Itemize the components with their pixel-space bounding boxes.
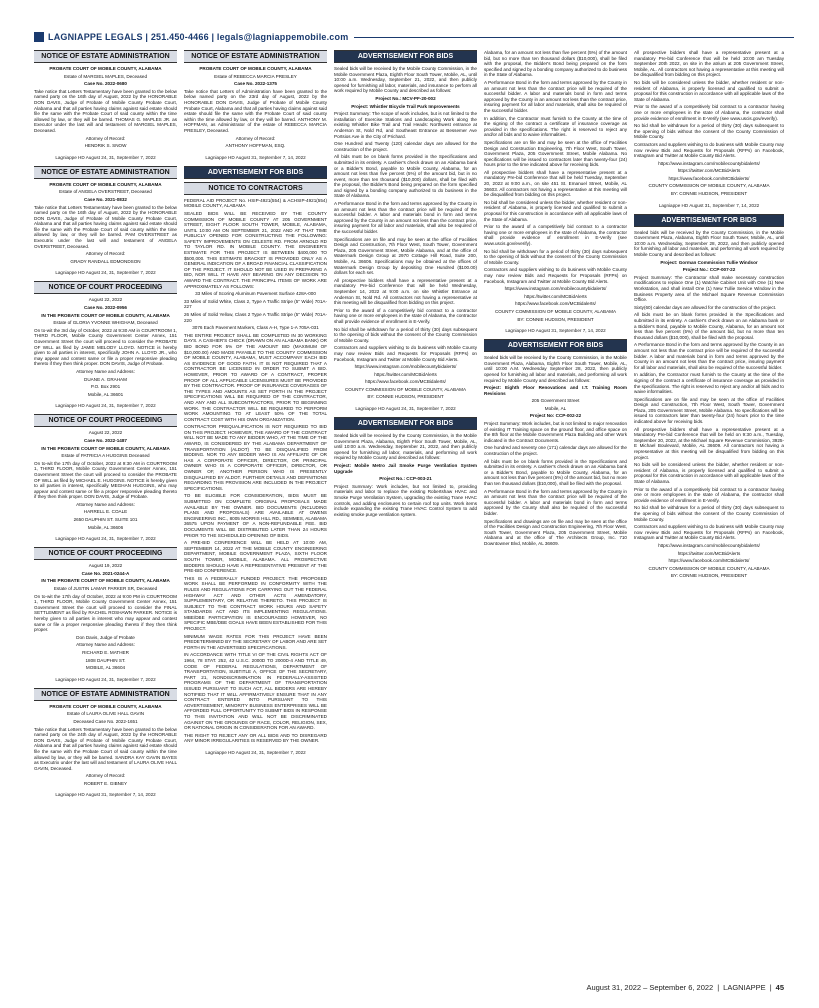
notice-paragraph: THIS IS A FEDERALLY FUNDED PROJECT. THE PROPOSED WORK SHALL BE PERFORMED IN CONFORMITY WITH THE RULES AND REGULATIONS FOR CARRYING OUT THE FEDERAL HIGHWAY ACT AND OTHER ACTS AMENDATORY, SUPPLEMENTARY, OR RELATIVE THERETO. THIS PROJECT IS SUBJECT TO THE CONTRACT WORK HOURS AND SAFETY STANDARDS ACT AND ITS IMPLEMENTING REGULATIONS. MBE/DBE PARTICIPATION IS ENCOURAGED HOWEVER, NO SPECIFIC MBE/DBE GOALS HAVE BEEN ESTABLISHED FOR THIS PROJECT.: [184, 575, 327, 632]
notice-paragraph: Project: Whistler Bicycle Trail Park Improvements: [351, 103, 460, 109]
notice-paragraph: IN THE PROBATE COURT OF MOBILE COUNTY, ALABAMA: [41, 312, 170, 318]
section-heading: NOTICE OF ESTATE ADMINISTRATION: [34, 166, 177, 179]
notice-paragraph: Attorney of Record:: [85, 251, 126, 257]
notice-court-parker: [34, 563, 177, 671]
notice-paragraph: Attorney Name and Address:: [76, 368, 135, 374]
column-2: [184, 50, 327, 968]
notice-paragraph: IN THE PROBATE COURT OF MOBILE COUNTY, ALABAMA: [41, 445, 170, 451]
publication-credit: Lagniappe HD August 24, 31, September 7, 2022: [55, 536, 156, 542]
notice-contractors-body: [184, 198, 327, 744]
notice-paragraph: Estate of ANGELA OVERSTREET, Deceased: [59, 189, 152, 195]
notice-paragraph: A Performance Bond in the form and terms approved by the County in an amount not less than the contract price will be required of the successful bidder. A labor and materials bond in form and terms approved by the County in an amount not less than the contract price, insuring payment for all labor and materials, shall also be required of the successful bidder.: [634, 342, 784, 370]
notice-paragraph: On to-wit the 17th day of October, 2022 at 9:00 PM in COURTROOM 1, THIRD FLOOR, Mobile County Government Center Annex, 151 Government Street the court will proceed to consider the FINAL SETTLEMENT as filed by RACHEL ROSHAWN PARKER. NOTICE is hereby given to all parties in interest who may appear and contest same or file a proper responsive pleading thereto if they then think proper.: [34, 593, 177, 633]
section-subheading: NOTICE TO CONTRACTORS: [184, 182, 327, 195]
section-heading: NOTICE OF ESTATE ADMINISTRATION: [34, 688, 177, 701]
notice-paragraph: https://www.facebook.com/MCBidalerts/: [515, 301, 596, 307]
notice-paragraph: TO BE ELIGIBLE FOR CONSIDERATION, BIDS MUST BE SUBMITTED ON COMPLETE ORIGINAL PROPOSALS MADE AVAILABLE BY THE OWNER. BID DOCUMENTS (INCLUDING PLANS AND PROPOSALS) ARE AVAILABLE AT OWENS ENGINEERING INC., 8005 MORRIS HILL RD., SEMMES, ALABAMA 36575 UPON PAYMENT OF A NON-REFUNDABLE FEE. BID DOCUMENTS WILL BE DISTRIBUTED LATER THAN 24 HOURS PRIOR TO THE SCHEDULED OPENING OF BIDS.: [184, 493, 327, 538]
bid-eighth-floor: [484, 355, 627, 546]
page-header: [34, 30, 794, 44]
notice-paragraph: Contractors and suppliers wishing to do business with Mobile County may now review Bids and Requests for Proposals (RFPs) on Facebook, Instagram and Twitter at Mobile County Bid Alerts.: [334, 345, 477, 362]
notice-paragraph: Project Summary: Work includes, but is not limited to major renovation of existing IT Training space on the ground floor, and office space on the 8th floor at the Mobile Government Plaza Building and other Work indicated in the Contract Documents.: [484, 421, 627, 443]
footer-dates: August 31, 2022 – September 6, 2022: [586, 982, 714, 992]
section-heading: NOTICE OF COURT PROCEEDING: [34, 414, 177, 427]
notice-paragraph: Estate of GLORIA YVONNE WHIGHAM, Deceased: [53, 320, 158, 326]
bid-whistler-trail: [334, 66, 477, 400]
notice-paragraph: BY: CONNIE HUDSON, PRESIDENT: [517, 316, 594, 322]
notice-paragraph: Attorney of Record:: [85, 773, 126, 779]
notice-paragraph: Prior to the award of a competitively bid contract to a contractor having one or more employees in the state of Alabama, the contractor shall provide evidence of enrollment in E-Verify (see www.uscis.gov/everify).: [484, 224, 627, 246]
notice-paragraph: https://www.facebook.com/MCBidalerts/: [668, 175, 750, 181]
notice-paragraph: BY: CONNIE HUDSON, PRESIDENT: [670, 573, 748, 579]
notice-paragraph: Contractors and suppliers wishing to do business with Mobile County may now review Bids and Requests for Proposals (RFPs) on Facebook, Instagram and Twitter at Mobile County Bid Alerts.: [634, 141, 784, 159]
notice-court-whigham: [34, 297, 177, 397]
notice-paragraph: Take notice that Letters Testamentary have been granted to the below named party on the 16th day of August, 2022 by the HONORABLE DON DAVIS, Judge of Probate of Mobile County Probate Court, Alabama and that all parties having claims against said estate should file the same with the Probate Court of said county within the time allowed by law, or they will be barred. PAM OVERSTREET as Executrix under the last will and testament of ANGELA OVERSTREET, Deceased.: [34, 204, 177, 249]
notice-paragraph: All bids must be on blank forms provided in the Specifications and submitted in its entirety. A cashier's check drawn on an Alabama bank or a Bidder's Bond, payable to Mobile County, Alabama, for an amount not less than five percent (5%) of the amount bid, but no more than ten thousand dollars ($10,000), shall be filed with the proposal.: [634, 312, 784, 340]
notice-paragraph: HENDRIK S. SNOW: [84, 143, 127, 149]
notice-paragraph: All prospective bidders shall have a representative present at a Mandatory Pre-bid Conference that will be held on 9:30 a.m., Tuesday, September 20, 2022, at the Michael Square Revenue Commission, 3925-E Michael Boulevard, Mobile, AL 36609. All contractors not having a representative at this meeting will be disqualified from bidding on this project.: [634, 426, 784, 460]
column-4: [484, 50, 627, 968]
notice-paragraph: Sealed bids will be received by the County Commission, in the Mobile Government Plaza, Alabama, Eighth Floor South Tower, Mobile, AL, until 10:00 a.m. Wednesday, September 21, 2022, and then publicly opened for furnishing all labor, materials, and performing all work required by Mobile County and described as follows:: [334, 433, 477, 461]
notice-paragraph: Project No.: MCV-PF-20-002: [375, 95, 436, 101]
publication-credit: Lagniappe HD August 24, 31, September 7, 2022: [55, 676, 156, 682]
notice-paragraph: One hundred and seventy one (171) calendar days are allowed for the construction of the project.: [484, 445, 627, 457]
notice-estate-overstreet: [34, 182, 177, 265]
notice-paragraph: Sixty(60) calendar days are allowed for the construction of the project.: [634, 304, 777, 310]
publication-credit: Lagniappe HD August 24, 31, September 7, 2022: [55, 270, 156, 276]
notice-paragraph: Prior to the award of a competitively bid contract to a contractor having one or more employees in the state of Alabama, the contractor shall provide evidence of enrollment in E-Verify.: [334, 307, 477, 324]
notice-paragraph: A Performance Bond in the form and terms approved by the County in an amount not less than the contract price will be required of the successful bidder. A labor and materials bond in form and terms approved by the County in an amount not less than the contract price, insuring payment for all labor and materials, shall also be required of the successful bidder.: [484, 79, 627, 113]
notice-paragraph: All prospective bidders shall have a representative present at a mandatory Pre-bid Conference that will be held Wednesday, September 14, 2022 at 9:00 a.m. on site Whistler Entrance at Anderson St, Nold Rd. All contractors not having a representative at this meeting will be disqualified from bidding on this project.: [334, 277, 477, 306]
notice-paragraph: Mobile, AL 36606: [87, 524, 124, 530]
notice-paragraph: 2650 DAUPHIN ST. SUITE 101: [73, 517, 138, 523]
notice-paragraph: A Performance Bond in the form and terms approved by the County in an amount not less than the contract price will be required of the successful bidder. A labor and materials bond in form and terms approved by the County in an amount not less than the contract price, insuring payment for all labor and materials, shall also be required of the successful bidder.: [334, 201, 477, 235]
header-rule: [354, 37, 794, 38]
notice-paragraph: PROBATE COURT OF MOBILE COUNTY, ALABAMA: [199, 66, 312, 71]
notice-paragraph: August 22, 2022: [88, 297, 123, 303]
section-heading: NOTICE OF COURT PROCEEDING: [34, 281, 177, 294]
notice-paragraph: Specifications are on file and may be seen at the office of Facilities Design and Construction, 7th Floor West, South Tower, Government Plaza, 205 Government Street, Mobile Alabama. No specifications will be issued to contractors later than twenty-four (24) hours prior to the time indicated above for receiving bids.: [634, 396, 784, 425]
notice-paragraph: No bid shall be withdrawn for a period of thirty (30) days subsequent to the opening of bids without the consent of the County Commission of Mobile County.: [634, 123, 784, 140]
notice-paragraph: In addition, the Contractor must furnish to the County at the time of the signing of the contract a certificate of insurance coverage as provided in the specifications. The right is reserved to reject any and/or all bids and to waive informalities.: [634, 372, 784, 395]
page-number: 45: [775, 982, 784, 992]
notice-paragraph: One Hundred and Twenty (120) calendar days are allowed for the construction of the project.: [334, 141, 477, 152]
notice-paragraph: PROBATE COURT OF MOBILE COUNTY, ALABAMA: [49, 703, 162, 709]
notice-estate-maples: [34, 66, 177, 149]
notice-paragraph: Specifications are on file and may be seen at the office of Facilities Design and Construction Engineering, 7th Floor West, South Tower, Government Plaza, 205 Government Street, Mobile Alabama. No specifications will be issued to contractors later than twenty-four (24) hours prior to the time indicated above for receiving bids.: [484, 139, 627, 168]
notice-paragraph: Prior to the award of a competitively bid contract to a contractor having one or more employees in the state of Alabama, the contractor shall provide evidence of enrollment in E-Verify.: [634, 486, 784, 503]
notice-paragraph: Case No. 2022-0680: [84, 81, 127, 87]
notice-paragraph: Attorney Name and Address:: [76, 642, 135, 648]
notice-paragraph: 1808 DAUPHIN ST.: [85, 657, 126, 663]
notice-paragraph: 205 Government Street: [531, 398, 580, 404]
notice-paragraph: Sealed bids will be received by the Mobile County Commission, in the Mobile Government Plaza, Eighth Floor South Tower, Mobile, AL, until 10:00 a.m. Wednesday, September 21, 2022, and then publicly opened for furnishing all labor, materials, and insurance to perform all work required by Mobile County and described as follows:: [334, 66, 477, 94]
notice-paragraph: Sealed bids will be received by the County Commission, in the Mobile Government Plaza, Alabama, Eighth Floor South Tower, Mobile, AL, until 10:00 a.m. Wednesday, September 28, 2022, and then publicly opened for furnishing all labor and materials, and performing all work required by Mobile County and described as follows:: [634, 229, 784, 258]
notice-paragraph: Project: Mobile Metro Jail Smoke Purge Ventilation System Upgrade: [334, 463, 477, 474]
notice-paragraph: COUNTY COMMISSION OF MOBILE COUNTY, ALABAMA: [344, 386, 467, 392]
section-heading: ADVERTISEMENT FOR BIDS: [634, 214, 784, 227]
notice-paragraph: GRADY RANDALL EDMONDSON: [70, 258, 141, 264]
notice-paragraph: Project No: CCP-002-22: [529, 413, 582, 419]
notice-paragraph: IN ACCORDANCE WITH TITLE VI OF THE CIVIL RIGHTS ACT OF 1964, 78 STAT. 252, 42 U.S.C. 2000D TO 2000D-4 AND TITLE 49, CODE OF FEDERAL REGULATIONS, DEPARTMENT OF TRANSPORTATION, SUBTITLE A, OFFICE OF THE SECRETARY, PART 21, NONDISCRIMINATION IN FEDERALLY-ASSISTED PROGRAMS OF THE DEPARTMENT OF TRANSPORTATION ISSUED PURSUANT TO SUCH ACT, ALL BIDDERS ARE HEREBY NOTIFIED THAT IT WILL AFFIRMATIVELY ENSURE THAT IN ANY CONTRACT ENTERED INTO PURSUANT TO THIS ADVERTISEMENT, MINORITY BUSINESS ENTERPRISES WILL BE AFFORDED FULL OPPORTUNITY TO SUBMIT BIDS IN RESPONSE TO THIS INVITATION AND WILL NOT BE DISCRIMINATED AGAINST ON THE GROUNDS OF RACE, COLOR, RELIGION, SEX, OR NATIONAL ORIGIN IN CONSIDERATION FOR AN AWARD.: [184, 652, 327, 731]
bid-continued-2: [634, 50, 784, 197]
notice-paragraph: No bids will be considered unless the bidder, whether resident or non-resident of Alabama, is properly licensed and qualified to submit a proposal for this construction in accordance with all applicable laws of the State of Alabama.: [634, 79, 784, 102]
notice-paragraph: All bids must be on blank forms provided in the Specifications and submitted in its entirety. A cashier's check drawn on an Alabama bank or a Bidder's Bond, payable to Mobile County, Alabama, for an amount not less than five percent (5%) of the amount bid, but in no event, more than ten thousand ($10,000) dollars, shall be filed with the proposal, the Bidder's Bond being prepared on the form specified and signed by a bonding company authorized to do business in the State of Alabama.: [334, 154, 477, 199]
notice-paragraph: IN THE PROBATE COURT OF MOBILE COUNTY, ALABAMA: [41, 578, 170, 584]
footer-divider: |: [769, 982, 772, 992]
notice-paragraph: Contractors and suppliers wishing to do business with Mobile County may now review Bids and Requests for Proposals (RFPs) on Facebook, Instagram and Twitter at Mobile County Bid Alerts.: [634, 524, 784, 541]
section-heading: NOTICE OF ESTATE ADMINISTRATION: [34, 50, 177, 63]
notice-paragraph: Project Summary: Work includes, but not limited to, providing materials and labor to replace the existing Robertshaw HVAC and Smoke Purge Ventilation System, upgrading the existing Trane HVAC controls, and adding enclosures to certain roof top units. Work items include expanding the existing Trane HVAC Control System to add existing smoke purge ventilation system.: [334, 483, 477, 517]
notice-estate-gavin: [34, 704, 177, 787]
notice-paragraph: Project No.: CCP-007-22: [682, 267, 736, 273]
notice-paragraph: All bids must be on blank forms provided in the Specifications and submitted in its entirety. A cashier's check drawn on an Alabama bank or a Bidder's Bond, payable to Mobile County, Alabama, for an amount not less than five percent (5%) of the amount bid, but no more than ten thousand dollars ($10,000), shall be filed with the proposal.: [484, 458, 627, 486]
publication-credit: Lagniappe HD August 31, September 7, 14, 2022: [205, 154, 306, 160]
notice-paragraph: Project: Eighth Floor Renovations and I.T. Training Room Revisions: [484, 385, 627, 396]
notice-paragraph: Don Davis, Judge of Probate: [76, 634, 135, 640]
notice-paragraph: Estate of JUSTIN LAMAR PARKER SR, Deceased: [53, 586, 158, 592]
publication-credit: Lagniappe HD August 31, September 7, 14, 2022: [658, 202, 760, 208]
notice-paragraph: https://www.instagram.com/mobilecountybidalerts/: [658, 542, 760, 548]
notice-paragraph: No bid shall be considered unless the bidder, whether resident or non-resident of Alabama, is properly licensed and qualified to submit a proposal for this construction in accordance with all applicable laws of the State of Alabama.: [484, 199, 627, 222]
notice-paragraph: 3076 Each Pavement Markers, Class A-H, Type 1-A 705A-031: [192, 325, 319, 331]
notice-paragraph: https://www.instagram.com/mobilecountybidalerts/: [354, 364, 457, 370]
notice-paragraph: BY: CONNIE HUDSON, PRESIDENT: [367, 394, 444, 400]
footer-brand: LAGNIAPPE: [723, 982, 766, 992]
notice-paragraph: Contractors and suppliers wishing to do business with Mobile County may now review Bids and Requests for Proposals (RFPs) on Facebook, Instagram and Twitter at Mobile County Bid Alerts.: [484, 267, 627, 284]
notice-paragraph: MOBILE, AL 36604: [85, 665, 126, 671]
publication-credit: Lagniappe HD August 24, 31, September 7, 2022: [55, 154, 156, 160]
notice-paragraph: Estate of PATRICIA A HUGGINS Deceased: [61, 453, 150, 459]
notice-paragraph: COUNTY COMMISSION OF MOBILE COUNTY, ALABAMA: [494, 308, 617, 314]
notice-paragraph: https://twitter.com/MCBidAlerts: [524, 293, 587, 299]
notice-paragraph: August 22, 2022: [88, 430, 123, 436]
notice-paragraph: Prior to the award of a competitively bid contract to a contractor having one or more employees in the state of Alabama, the contractor shall provide evidence of enrollment in E-Verify (see www.uscis.gov/everify).: [634, 104, 784, 121]
notice-paragraph: P.O. Box 2901: [90, 384, 121, 390]
notice-paragraph: DUANE A. GRAHAM: [84, 376, 127, 382]
notice-paragraph: Mobile, AL 36601: [87, 391, 124, 397]
notice-paragraph: THE ENTIRE PROJECT SHALL BE COMPLETED IN 30 WORKING DAYS. A CASHIER'S CHECK (DRAWN ON AN ALABAMA BANK) OR BID BOND FOR 5% OF THE AMOUNT BID (MAXIMUM OF $10,000.00) AND MADE PAYABLE TO THE COUNTY COMMISSION OF MOBILE COUNTY, ALABAMA, MUST ACCOMPANY EACH BID AS EVIDENCE OF GOOD FAITH. IT IS NOT REQUIRED THAT A CONTRACTOR BE LICENSED IN ORDER TO SUBMIT A BID. HOWEVER, PRIOR TO AWARD OF A CONTRACT, PROPER PROOF OF ALL APPLICABLE LICENSURES MUST BE PROVIDED BY THE CONTRACTOR. PROOF OF INSURANCE COVERAGES OF THE TYPES AND AMOUNTS AS SET FORTH IN THE PROJECT SPECIFICATIONS WILL BE REQUIRED OF THE CONTRACTOR, AND ANY AND ALL SUBCONTRACTORS, PRIOR TO BEGINNING WORK. THE CONTRACTOR WILL BE REQUIRED TO PERFORM WORK AMOUNTING TO AT LEAST 50% OF THE TOTAL CONTRACT COST WITH HIS OWN ORGANIZATION.: [184, 332, 327, 422]
notice-paragraph: PROBATE COURT OF MOBILE COUNTY, ALABAMA: [49, 181, 162, 187]
notice-paragraph: Specifications are on file and may be seen at the office of Facilities Design and Construction, 7th Floor West, South Tower, Government Plaza, 205 Government Street, Mobile Alabama, and at the office of Watermark Design Group at 2970 Cottage Hill Road, Suite 200, Mobile, AL 36606. Specifications may be obtained at the offices of Watermark Design Group by depositing One Hundred ($100.00) dollars for each set.: [334, 236, 477, 276]
publication-credit: Lagniappe HD August 31, September 7, 14, 2022: [55, 792, 156, 798]
notice-court-huggins: [34, 430, 177, 530]
notice-paragraph: PROBATE COURT OF MOBILE COUNTY, ALABAMA: [49, 66, 162, 71]
column-3: [334, 50, 477, 968]
notice-paragraph: Case No. 2022-1487: [84, 437, 127, 443]
notice-paragraph: All prospective bidders shall have a representative present at a mandatory Pre-bid Conference that will be held Tuesday, September 20, 2022 at 9:00 a.m., on site 451 St. Emanuel Street, Mobile, AL 36603. All contractors not having a representative at this meeting will be disqualified from bidding on this project.: [484, 169, 627, 198]
notice-paragraph: All prospective bidders shall have a representative present at a mandatory Pre-bid Conference that will be held 10:00 am Tuesday September 20th 2022, on site in the atrium at 205 Government Street, Mobile, AL. All contractors not having a representative at this meeting will be disqualified from bidding on this project.: [634, 50, 784, 78]
notice-paragraph: Case No. 2021-0832: [84, 196, 127, 202]
notice-paragraph: Case No. 2021-0244-A: [81, 570, 130, 576]
notice-paragraph: 33 Miles of Scoring Aluminum Pavement Surface 428A-000: [195, 291, 316, 297]
notice-paragraph: Specifications and drawings are on file and may be seen at the office of the Facilities Design and Construction Engineering, 7th Floor West, South Tower, Government Plaza, 205 Government Street, Mobile Alabama and at the office of The Architects Group, Inc. 710 Downtowner Blvd, Mobile, AL 36609.: [484, 518, 627, 546]
publication-credit: Lagniappe HD August 24, 31, September 7, 2022: [55, 403, 156, 409]
notice-paragraph: HARRELL E. COALE: [83, 509, 128, 515]
notice-paragraph: COUNTY COMMISSION OF MOBILE COUNTY, ALABAMA: [648, 183, 770, 189]
notice-paragraph: 26 Miles of Solid Yellow, Class 2 Type A Traffic Stripe (5" Wide) 701A-220: [184, 312, 327, 323]
notice-paragraph: Estate of REBECCA MARCIA PRESLEY: [214, 73, 297, 79]
notice-paragraph: Project: Gorman Commission Tullie Windsor: [660, 259, 758, 265]
notice-paragraph: THE RIGHT TO REJECT ANY OR ALL BIDS AND TO DISREGARD ANY MINOR IRREGULARITIES IS RESERVED BY THE OWNER.: [184, 732, 327, 744]
notice-paragraph: A PRE-BID CONFERENCE WILL BE HELD AT 10:00 AM, SEPTEMBER 14, 2022 AT THE MOBILE COUNTY ENGINEERING DEPARTMENT, MOBILE GOVERNMENT PLAZA, SIXTH FLOOR SOUTH TOWER, MOBILE, ALABAMA. ALL PROSPECTIVE BIDDERS SHOULD HAVE A REPRESENTATIVE PRESENT AT THE PRE-BID CONFERENCE.: [184, 540, 327, 574]
notice-paragraph: Take notice that Letters of Administration have been granted to the below named party on the 23rd day of August, 2022 by the HONORABLE DON DAVIS, Judge of Probate of Mobile County Probate Court, Alabama and that all parties having claims against said estate should file the same with the Probate Court of said county within the time allowed by law, or they will be barred. ANTHONY M. HOFFMAN, as Administrator of the estate of REBECCA MARCIA PRESLEY, Deceased.: [184, 88, 327, 133]
notice-paragraph: Alabama, for an amount not less than five percent (5%) of the amount bid, but no more than ten thousand dollars ($10,000), shall be filed with the proposal, the Bidder's Bond being prepared on the form specified and signed by a bonding company authorized to do business in the State of Alabama.: [484, 50, 627, 78]
notice-paragraph: ROBERT E. GIBNEY: [83, 780, 128, 786]
notice-paragraph: https://twitter.com/MCBidAlerts: [677, 168, 741, 174]
notice-paragraph: Estate of MARGIEL MAPLES, Deceased: [63, 73, 148, 79]
bid-continued: [484, 50, 627, 322]
notice-paragraph: https://www.facebook.com/MCBidalerts/: [365, 379, 446, 385]
header-text: LAGNIAPPE LEGALS | 251.450-4466 | legals@lagniappemobile.com: [48, 32, 349, 42]
notice-paragraph: Attorney of Record:: [235, 135, 276, 141]
notice-paragraph: Case No. 2022-0956: [84, 305, 127, 311]
notice-paragraph: No bids will be considered unless the bidder, whether resident or non-resident of Alabama, is properly licensed and qualified to submit a proposal for this construction in accordance with all applicable laws of the State of Alabama.: [634, 462, 784, 484]
notice-paragraph: RICHARD E. MATHER: [82, 649, 129, 655]
header-square-icon: [34, 32, 44, 42]
notice-paragraph: Project Summary: The Contractor shall make necessary construction modifications to replace One (1) Watchie Cabinet Unit with One (1) New Workstation, and shall install One (1) New Tullie Service Window in the Business Property area of the Michael Square Revenue Commission Office.: [634, 274, 784, 303]
notice-paragraph: FEDERAL AID PROJECT No. HSIP-4921(554) & ACHSIP-4921(554) MOBILE COUNTY, ALABAMA: [184, 197, 327, 209]
notice-paragraph: A Performance Bond in the form and terms approved by the County in an amount not less than the contract price will be required of the successful bidder. A labor and materials bond in form and terms approved by the County shall also be required of the successful bidder.: [484, 488, 627, 516]
notice-paragraph: In addition, the Contractor must furnish to the County at the time of the signing of the contract a certificate of insurance coverage as provided in the specifications. The right is reserved to reject any and/or all bids and to waive informalities.: [484, 115, 627, 138]
bid-tullie-window: [634, 230, 784, 579]
section-heading: NOTICE OF ESTATE ADMINISTRATION: [184, 50, 327, 63]
notice-paragraph: Project Summary: The scope of work includes, but is not limited to the installation of Exercise Stations and Landscaping Work along the existing Whistler Bike Trail and Trail Heads: Northwest entrance at Anderson St, Nold Rd, and Southeast Entrance at Bessemer Ave Portsios Ave in the City of Prichard.: [334, 111, 477, 139]
notice-estate-presley: [184, 66, 327, 149]
section-heading: ADVERTISEMENT FOR BIDS: [484, 339, 627, 352]
notice-paragraph: CONTRACTOR PREQUALIFICATION IS NOT REQUIRED TO BID ON THIS PROJECT. HOWEVER, THE AWARD OF THE CONTRACT WILL NOT BE MADE TO ANY BIDDER WHO, AT THE TIME OF THE AWARD, IS CONSIDERED BY THE ALABAMA DEPARTMENT OF TRANSPORTATION (ALDOT) TO BE DISQUALIFIED FROM BIDDING. NOR TO ANY BIDDER WHO IS AN AFFILIATE OF OR HAS A CORPORATE OFFICER, DIRECTOR, OR PRINCIPAL OWNER WHO IS A CORPORATE OFFICER, DIRECTOR, OR OWNER OF, ANOTHER PERSON WHO IS PRESENTLY DISQUALIFIED BY ALDOT. FURTHER DETAILS AND DEFINITIONS REGARDING THIS PROVISION ARE INCLUDED IN THE PROJECT SPECIFICATIONS.: [184, 424, 327, 491]
notice-paragraph: BY: CONNIE HUDSON, PRESIDENT: [670, 191, 748, 197]
publication-credit: Lagniappe HD August 24, 31, September 7, 2022: [205, 749, 306, 755]
notice-paragraph: Take notice that Letters Testamentary have been granted to the below named party on the 16th day of August, 2022 by the HONORABLE DON DAVIS, Judge of Probate of Mobile County Probate Court, Alabama and that all parties having claims against said estate should file the same with the Probate Court of said county within the time allowed by law, or they will be barred. THOMAS G. MAPLES JR. as Executor under the last will and testament of MARGIEL MAPLES, Deceased.: [34, 88, 177, 133]
notice-paragraph: https://twitter.com/MCBidAlerts: [374, 371, 437, 377]
notice-paragraph: Case No. 2022-1375: [234, 81, 277, 87]
notice-paragraph: ANTHONY HOFFMAN, ESQ.: [225, 143, 286, 149]
notice-paragraph: https://www.facebook.com/MCBidalerts/: [668, 558, 750, 564]
notice-paragraph: No bid shall be withdrawn for a period of thirty (30) days subsequent to the opening of bids without the consent of the County Commission of Mobile County.: [484, 248, 627, 265]
bid-metro-jail: [334, 433, 477, 517]
notice-paragraph: Mobile, AL: [544, 405, 567, 411]
notice-paragraph: Estate of LAURA OLIVE HALL GAVIN: [66, 711, 145, 717]
section-heading: ADVERTISEMENT FOR BIDS: [334, 50, 477, 63]
notice-paragraph: On to-wit the 3rd day of October, 2022 at 9:30 AM in COURTROOM 1, THIRD FLOOR, Mobile County Government Center Annex, 151 Government Street the court will proceed to consider the PROBATE OF WILL as filed by JAMIE MELODY LLOYD. NOTICE is hereby given to all parties in interest, specifically JOHN A. LLOYD JR., who may appear and contest same or file a proper responsive pleading thereto if they then think proper. DON DAVIS, Judge of Probate.: [34, 327, 177, 367]
section-heading: NOTICE OF COURT PROCEEDING: [34, 547, 177, 560]
notice-paragraph: Project No.: CCP-003-21: [379, 476, 432, 482]
notice-paragraph: On to-wit the 17th day of October, 2022 at 9:30 AM in COURTROOM 1, THIRD FLOOR, Mobile County Government Center Annex, 151 Government Street the court will proceed to consider the PROBATE OF WILL as filed by MICHAEL E. HUGGINS. NOTICE is hereby given to all parties in interest, specifically MEGHAN HUGGINS, who may appear and contest same or file a proper responsive pleading thereto if they then think proper. DON DAVIS, Judge of Probate.: [34, 460, 177, 500]
notice-paragraph: MINIMUM WAGE RATES FOR THIS PROJECT HAVE BEEN PREDETERMINED BY THE SECRETARY OF LABOR AND ARE SET FORTH IN THE ADVERTISED SPECIFICATIONS.: [184, 633, 327, 650]
page-footer: [500, 981, 784, 993]
notice-paragraph: COUNTY COMMISSION OF MOBILE COUNTY, ALABAMA: [648, 565, 770, 571]
footer-divider: |: [717, 982, 720, 992]
publication-credit: Lagniappe HD August 31, September 7, 14, 2022: [505, 328, 606, 334]
notice-paragraph: Attorney Name and Address:: [76, 501, 135, 507]
column-1: [34, 50, 177, 968]
notice-paragraph: August 19, 2022: [88, 563, 123, 569]
notice-paragraph: No bid shall be withdrawn for a period of thirty (30) days subsequent to the opening of bids without the consent of the County Commission of Mobile County.: [334, 326, 477, 343]
notice-paragraph: https://twitter.com/MCBidAlerts: [677, 550, 741, 556]
notice-paragraph: Sealed bids will be received by the County Commission, in the Mobile Government Plaza, Alabama, Eighth Floor South Tower, Mobile, AL, until 10:00 A.M. Wednesday September 28, 2022, then publicly opened for furnishing all labor and materials, and performing all work required by Mobile County and described as follows:: [484, 355, 627, 383]
column-5: [634, 50, 784, 968]
notice-paragraph: Attorney of Record:: [85, 135, 126, 141]
section-heading: ADVERTISEMENT FOR BIDS: [184, 166, 327, 179]
notice-paragraph: Take notice that Letters Testamentary have been granted to the below named party on the 24th day of August, 2022 by the HONORABLE DON DAVIS, Judge of Probate of Mobile County Probate Court, Alabama and that all parties having claims against said estate should file the same with the Probate Court of said county within the time allowed by law, or they will be barred. SANDRA KAY GAVIN BAYES as Executrix under the last will and testament of LAURA OLIVE HALL GAVIN, Deceased.: [34, 726, 177, 771]
notice-paragraph: No bid shall be withdrawn for a period of thirty (30) days subsequent to the opening of bids without the consent of the County Commission of Mobile County.: [634, 505, 784, 522]
notice-paragraph: https://www.instagram.com/mobilecountybidalerts/: [504, 286, 607, 292]
section-heading: ADVERTISEMENT FOR BIDS: [334, 417, 477, 430]
notice-paragraph: 33 Miles of Solid White, Class 2, Type A Traffic Stripe (5" Wide) 701A-227: [184, 298, 327, 310]
notice-paragraph: Deceased Case No. 2022-1651: [73, 718, 138, 724]
publication-credit: Lagniappe HD August 24, 31, September 7, 2022: [355, 406, 456, 412]
notice-paragraph: https://www.instagram.com/mobilecountybidalerts/: [658, 160, 760, 166]
notice-paragraph: SEALED BIDS WILL BE RECEIVED BY THE COUNTY COMMISSION OF MOBILE COUNTY AT 205 GOVERNMENT STREET, EIGHT FLOOR SOUTH TOWER, MOBILE, ALABAMA, UNTIL 10:00 AM ON SEPTEMBER 21, 2022 AND AT THAT TIME PUBLICLY OPENED FOR CONSTRUCTING THE FOLLOWING: SAFETY IMPROVEMENTS ON CELESTE RD. FROM ARNOLD RD TO TAYLOR RD. IN MOBILE COUNTY. THE ENGINEER'S ESTIMATE FOR THIS PROJECT IS BETWEEN $400,000 TO $500,000. THIS ESTIMATE BRACKET IS PROVIDED ONLY AS A GENERAL INDICATION OF A BROAD FINANCIAL CLASSIFICATION OF THE PROJECT. IT SHOULD NOT BE USED IN PREPARING A BID, NOR WILL IT HAVE ANY BEARING ON ANY DECISION TO AWARD THE CONTRACT. THE PRINCIPAL ITEMS OF WORK ARE APPROXIMATELY AS FOLLOWS:: [184, 210, 327, 289]
